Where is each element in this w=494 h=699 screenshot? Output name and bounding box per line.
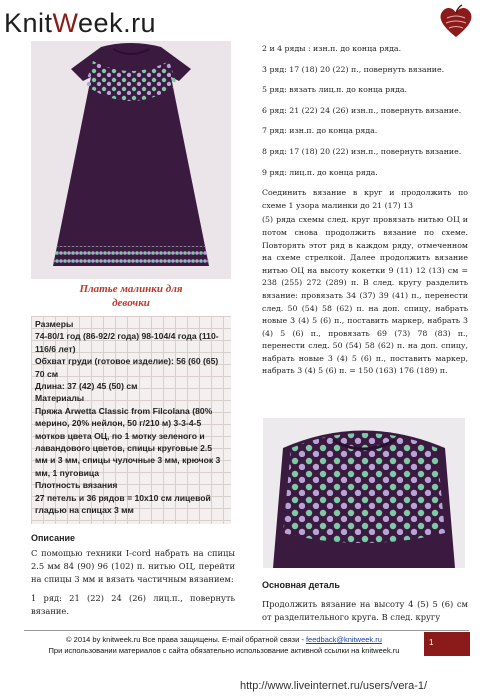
caption-title-line1: Платье малинки для xyxy=(79,283,183,295)
caption-title xyxy=(31,282,231,310)
main-section-text: Продолжить вязание на высоту 4 (5) 5 (6) см от разделительного круга. В след. кругу xyxy=(262,599,468,622)
instructions-column xyxy=(262,43,468,386)
description-paragraph: 1 ряд: 21 (22) 24 (26) лиц.п., повернуть вязание. xyxy=(31,593,235,616)
site-logo: KnitWeek.ru xyxy=(4,8,157,38)
footer-divider xyxy=(24,630,469,631)
footer-line1: © 2014 by knitweek.ru Все права защищены. E-mail обратной связи - feedback@knitweek.ru xyxy=(66,635,382,644)
instruction-row: Соединить вязание в круг и продолжить по схеме 1 узора малинки до 21 (17) 13 xyxy=(262,188,468,210)
instruction-row: 2 и 4 ряды : изн.п. до конца ряда. xyxy=(262,44,402,53)
description-paragraph: С помощью техники I-cord набрать на спицы 2.5 мм 84 (90) 96 (102) п. нитью ОЦ, перейти на спицы 3 мм и вязать частичным вязанием: xyxy=(31,548,235,584)
instruction-row: 8 ряд: 17 (18) 20 (22) изн.п., повернуть вязание. xyxy=(262,146,462,156)
spec-sizes-heading: Размеры xyxy=(35,319,74,329)
spec-sizes-value: 74-80/1 год (86-92/2 года) 98-104/4 года (110-116/6 лет) xyxy=(35,331,219,354)
watermark-url: http://www.liveinternet.ru/users/vera-1/ xyxy=(240,680,428,692)
main-section-heading: Основная деталь xyxy=(262,580,340,590)
dress-photo xyxy=(31,41,231,279)
instruction-row: 3 ряд: 17 (18) 20 (22) п., повернуть вязание. xyxy=(262,64,445,74)
spec-materials-heading: Материалы xyxy=(35,393,85,404)
yoke-detail-photo xyxy=(263,418,465,568)
instruction-row: 7 ряд: изн.п. до конца ряда. xyxy=(262,126,378,136)
spec-gauge-value: 27 петель и 36 рядов = 10x10 см лицевой гладью на спицах 3 мм xyxy=(35,492,211,516)
spec-chest: Обхват груди (готовое изделие): 56 (60 (65) 70 см xyxy=(35,356,219,379)
description-text xyxy=(31,547,235,624)
page-number-badge xyxy=(424,632,470,656)
spec-gauge-heading: Плотность вязания xyxy=(35,480,118,491)
footer-line2: При использовании материалов с сайта обязательно использование активной ссылки на knitweek.ru xyxy=(48,646,400,655)
spec-length: Длина: 37 (42) 45 (50) см xyxy=(35,381,138,392)
footer-text xyxy=(24,634,424,656)
instruction-row: (5) ряда схемы след. круг провязать нитью ОЦ и потом снова продолжить вязание по схеме. Повторять этот ряд в каждом ряду, отмеченном на схеме стрелкой. Далее продолжить вязание нитью ОЦ на высоту кокетки 9 (11) 12 (13) см = 238 (255) 272 (289) п. В след. кругу разделить вязание: провязать 34 (37) 39 (41) п., перенести след. 50 (54) 58 (62) п. на доп. спицу, набрать новые 3 (4) 5 (6) п., поставить маркер, набрать 3 (4) 5 (6) п., провязать 69 (73) 78 (83) п., перенести след. 50 (54) 58 (62) п. на доп. спицу, набрать новые 3 (4) 5 (6) п., поставить маркер, набрать 3 (4) 5 (6) п. = 150 (163) 176 (189) п. xyxy=(262,215,468,376)
instruction-row: 5 ряд: вязать лиц.п. до конца ряда. xyxy=(262,85,408,95)
spec-materials-value: Пряжа Arwetta Classic from Filcolana (80% мерино, 20% нейлон, 50 г/210 м) 3-3-4-5 мотков цвета ОЦ, по 1 мотку зеленого и лавандового цветов, спицы круговые 2.5 мм и 3 мм, спицы чулочные 3 мм, крючок 3 мм, 1 пуговица xyxy=(35,405,221,478)
feedback-email-link[interactable]: feedback@knitweek.ru xyxy=(305,635,382,644)
heart-logo-icon xyxy=(436,4,476,40)
specs-box xyxy=(31,316,231,524)
instruction-row: 6 ряд: 21 (22) 24 (26) изн.п., повернуть вязание. xyxy=(262,105,462,115)
caption-title-line2: девочки xyxy=(112,297,150,309)
description-heading: Описание xyxy=(31,533,76,543)
instruction-row: 9 ряд: лиц.п. до конца ряда. xyxy=(262,167,378,177)
page-number: 1 xyxy=(429,638,434,647)
